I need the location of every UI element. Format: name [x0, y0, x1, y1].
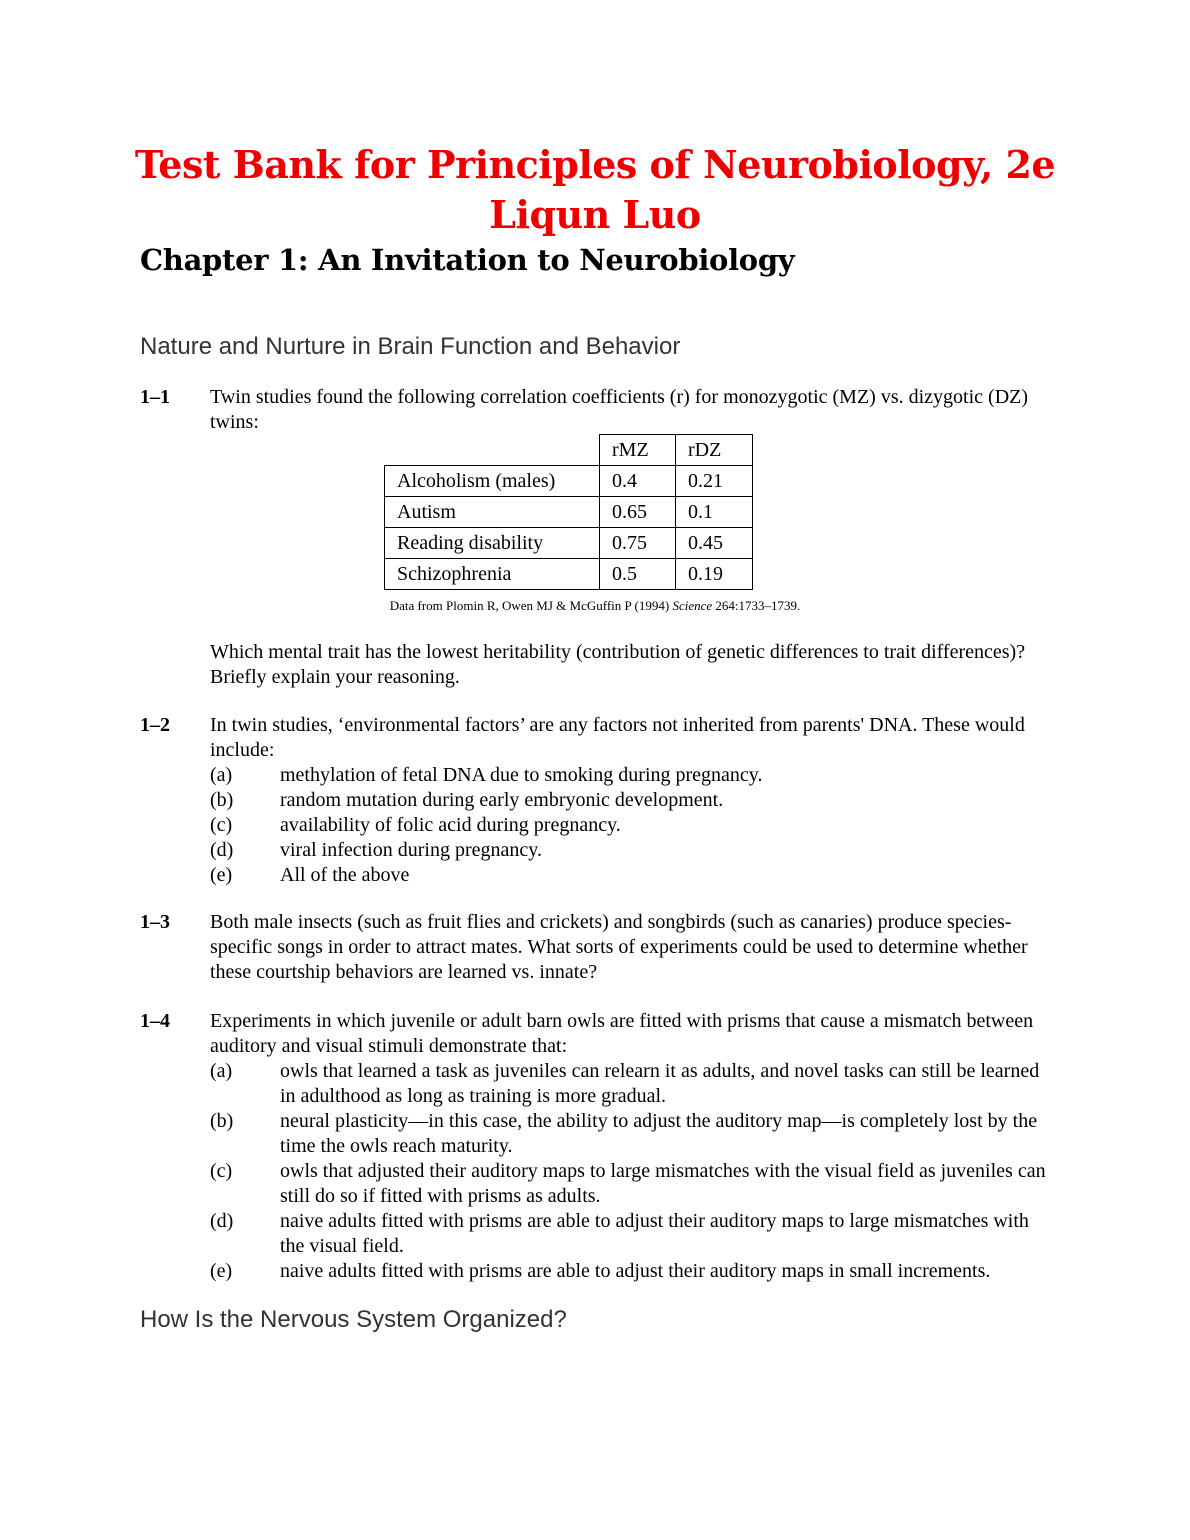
question-1-1	[140, 385, 1050, 435]
table-cell-trait: Schizophrenia	[385, 559, 600, 590]
option-text: viral infection during pregnancy.	[280, 839, 542, 861]
option-letter: (e)	[210, 864, 233, 886]
question-number: 1–1	[140, 386, 170, 408]
question-stem: In twin studies, ‘environmental factors’ are any factors not inherited from parents' DNA. These would include:	[210, 714, 1025, 761]
answer-option-a	[210, 1059, 1050, 1109]
question-1-1-prompt: Which mental trait has the lowest heritability (contribution of genetic differences to trait differences)? Briefly explain your reasoning.	[210, 641, 1026, 688]
option-text: methylation of fetal DNA due to smoking during pregnancy.	[280, 764, 763, 786]
answer-option-c	[210, 1159, 1050, 1209]
citation-text: Data from Plomin R, Owen MJ & McGuffin P (1994)	[389, 598, 673, 613]
table-header-cell	[385, 435, 600, 466]
option-text: naive adults fitted with prisms are able to adjust their auditory maps in small increments.	[280, 1260, 991, 1282]
question-number: 1–3	[140, 911, 170, 933]
answer-option-e	[210, 1259, 1050, 1284]
answer-option-e	[210, 863, 1050, 888]
citation-journal: Science	[672, 598, 713, 613]
option-letter: (d)	[210, 839, 234, 861]
question-1-3	[140, 910, 1050, 985]
option-letter: (b)	[210, 789, 234, 811]
table-cell-trait: Alcoholism (males)	[385, 466, 600, 497]
question-stem: Experiments in which juvenile or adult barn owls are fitted with prisms that cause a mismatch between auditory and visual stimuli demonstrate that:	[210, 1010, 1034, 1057]
table-header-cell: rDZ	[676, 435, 753, 466]
option-text: owls that learned a task as juveniles can relearn it as adults, and novel tasks can still be learned in adulthood as long as training is more gradual.	[280, 1060, 1040, 1107]
citation-text: 264:1733–1739.	[712, 598, 801, 613]
table-cell-trait: Reading disability	[385, 528, 600, 559]
table-cell-rdz: 0.21	[676, 466, 753, 497]
table-cell-rmz: 0.75	[600, 528, 676, 559]
option-letter: (c)	[210, 1160, 233, 1182]
option-text: All of the above	[280, 864, 410, 886]
answer-option-b	[210, 788, 1050, 813]
section-heading-nature-nurture: Nature and Nurture in Brain Function and Behavior	[140, 333, 681, 360]
question-stem: Both male insects (such as fruit flies and crickets) and songbirds (such as canaries) produce species-specific songs in order to attract mates. What sorts of experiments could be used to determine whether these courtship behaviors are learned vs. innate?	[210, 911, 1028, 983]
answer-option-b	[210, 1109, 1050, 1159]
option-text: random mutation during early embryonic development.	[280, 789, 724, 811]
option-text: owls that adjusted their auditory maps to large mismatches with the visual field as juveniles can still do so if fitted with prisms as adults.	[280, 1160, 1046, 1207]
table-cell-rdz: 0.19	[676, 559, 753, 590]
table-cell-rmz: 0.4	[600, 466, 676, 497]
chapter-heading: Chapter 1: An Invitation to Neurobiology	[140, 243, 795, 277]
answer-option-d	[210, 1209, 1050, 1259]
option-text: availability of folic acid during pregnancy.	[280, 814, 621, 836]
title-line-1: Test Bank for Principles of Neurobiology, 2e	[134, 142, 1056, 187]
table-cell-rmz: 0.65	[600, 497, 676, 528]
table-header-row	[385, 435, 753, 466]
question-number: 1–2	[140, 714, 170, 736]
table-header-cell: rMZ	[600, 435, 676, 466]
option-letter: (a)	[210, 1060, 233, 1082]
option-letter: (b)	[210, 1110, 234, 1132]
option-letter: (c)	[210, 814, 233, 836]
option-letter: (e)	[210, 1260, 233, 1282]
table-row	[385, 466, 753, 497]
question-1-4	[140, 1009, 1050, 1284]
table-cell-rdz: 0.1	[676, 497, 753, 528]
twin-correlation-table	[384, 434, 753, 590]
title-line-2: Liqun Luo	[489, 192, 701, 237]
table-cell-rmz: 0.5	[600, 559, 676, 590]
table-row	[385, 497, 753, 528]
option-text: neural plasticity—in this case, the ability to adjust the auditory map—is completely lost by the time the owls reach maturity.	[280, 1110, 1038, 1157]
table-row	[385, 559, 753, 590]
question-stem: Twin studies found the following correlation coefficients (r) for monozygotic (MZ) vs. dizygotic (DZ) twins:	[210, 386, 1029, 433]
question-number: 1–4	[140, 1010, 170, 1032]
table-source-citation	[0, 598, 1190, 614]
answer-option-d	[210, 838, 1050, 863]
option-letter: (a)	[210, 764, 233, 786]
option-text: naive adults fitted with prisms are able to adjust their auditory maps to large mismatches with the visual field.	[280, 1210, 1029, 1257]
section-heading-nervous-system: How Is the Nervous System Organized?	[140, 1306, 567, 1333]
answer-option-c	[210, 813, 1050, 838]
question-1-2	[140, 713, 1050, 888]
answer-option-a	[210, 763, 1050, 788]
table-row	[385, 528, 753, 559]
option-letter: (d)	[210, 1210, 234, 1232]
table-cell-rdz: 0.45	[676, 528, 753, 559]
table-cell-trait: Autism	[385, 497, 600, 528]
document-title	[0, 140, 1190, 240]
